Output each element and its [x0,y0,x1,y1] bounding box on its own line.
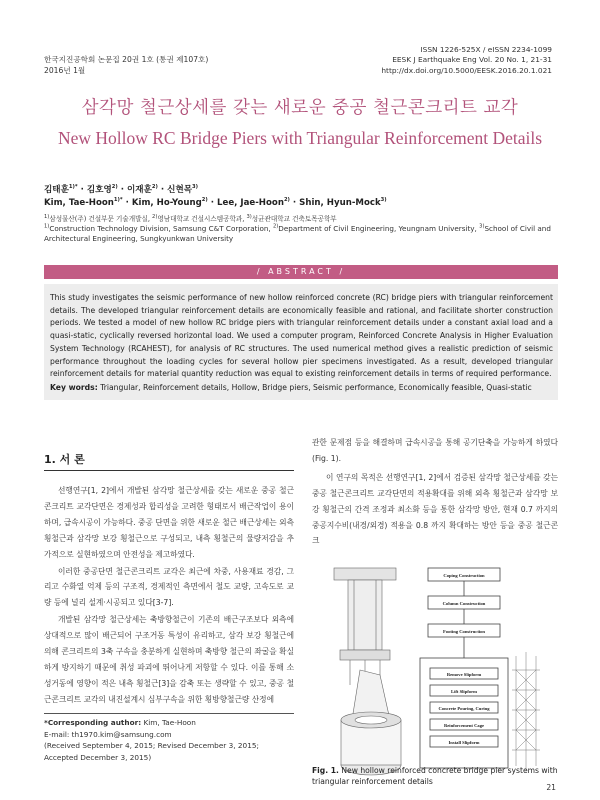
aff-sup: 3) [246,213,252,220]
affiliations-en [44,224,559,244]
corresponding-author [44,717,294,729]
section-rule [44,470,294,471]
section-heading: 1. 서 론 [44,453,85,466]
figure-caption-label: Fig. 1. [312,766,339,775]
authors-en [44,198,387,208]
aff-sup: 2) [152,213,158,220]
paragraph: 이 연구의 목적은 선행연구[1, 2]에서 검증된 삼각망 철근상세를 갖는 중공 철근콘크리트 교각단면의 적용확대를 위해 외측 횡철근과 삼각망 보강 횡철근의 간격 조정과 최소화 등을 통한 삼각망 방안, 현재 0.7 까지의 중공지수비(내경/외경) 적용을 0.8 까지 확대하는 방안 등을 중공 철근콘크 [312,472,558,546]
author-sup: 1)* [68,184,78,191]
author-separator: · [289,198,300,208]
flow-step-label: Coping Construction [443,573,485,578]
pier-drawing [334,568,401,775]
author-separator: · [122,198,132,208]
author-sup: 3) [380,197,387,204]
affiliations-ko [44,213,337,223]
author-name: Kim, Tae-Hoon [44,198,114,208]
issue-date: 2016년 1월 [44,66,86,75]
affiliation: 삼성물산(주) 건설부문 기술개발실, [49,215,153,223]
journal-header-right [381,45,552,76]
author-sup: 2) [111,184,118,191]
author-separator: · [207,198,218,208]
keywords-label: Key words: [50,383,98,392]
page-number: 21 [546,783,556,792]
author-sup: 2) [283,197,290,204]
detail-step-label: Lift Slipform [451,689,477,694]
author-separator: · [157,185,168,195]
aff-sup: 1) [44,213,50,220]
author-name: Lee, Jae-Hoon [217,198,284,208]
affiliation: Department of Civil Engineering, Yeungnam University, [278,224,480,233]
received-dates: (Received September 4, 2015; Revised December 3, 2015; Accepted December 3, 2015) [44,741,259,762]
corresponding-name: Kim, Tae-Hoon [141,718,196,727]
email[interactable]: E-mail: th1970.kim@samsung.com [44,729,172,739]
corresponding-label: *Corresponding author: [44,718,142,727]
detail-step-label: Remove Slipform [446,672,482,677]
figure-caption-text: New hollow reinforced concrete bridge pier systems with triangular reinforcement details [312,766,558,786]
journal-name-en: EESK J Earthquake Eng Vol. 20 No. 1, 21-31 [392,55,552,65]
journal-header-left [44,54,208,76]
doi-link[interactable]: http://dx.doi.org/10.5000/EESK.2016.20.1.021 [381,65,552,75]
journal-name-ko: 한국지진공학회 논문집 20권 1호 (통권 제107호) [44,55,209,64]
affiliation: School of Civil and Architectural Engineering, Sungkyunkwan University [44,224,551,243]
detail-step-label: Reinforcement Cage [443,723,485,728]
footnote-rule [44,713,294,714]
right-column [312,435,558,549]
affiliation: 성균관대학교 건축토목공학부 [251,215,337,223]
author-sup: 2) [201,197,208,204]
author-name: 이재훈 [127,185,152,195]
abstract-text: This study investigates the seismic performance of new hollow reinforced concrete (RC) bridge piers with triangular reinforcement details. The developed triangular reinforcement details are economically feasible and rational, and facilitate shorter construction periods. We tested a model of new hollow RC bridge piers with triangular reinforcement details under a constant axial load and a quasi-static, cyclically reversed horizontal load. We used a computer program, Reinforced Concrete Analysis in Higher Evaluation System Technology (RCAHEST), for analysis of RC structures. The used numerical method gives a realistic prediction of seismic performance throughout the loading cycles for several hollow pier specimens investigated. As a result, developed triangular reinforcement details for material quantity reduction was equal to existing reinforcement details in terms of required performance. [50,293,553,379]
paragraph: 이러한 중공단면 철근콘크리트 교각은 최근에 차중, 사용재료 경감, 그리고 수화열 억제 등의 구조적, 경제적인 측면에서 철도 교량, 고속도로 교량 등에 널리 설계·시공되고 있다[3-7]. [44,566,294,608]
footnote [44,717,294,763]
flow-step-label: Column Construction [442,601,486,606]
left-column [44,483,294,709]
detail-step-label: Concrete Pouring, Curing [438,706,490,711]
paragraph: 개발된 삼각망 철근상세는 축방향철근이 기존의 배근구조보다 외측에 상대적으로 많이 배근되어 구조거동 특성이 유리하고, 삼각 보강 횡철근에 의해 콘크리트의 3축 구속을 충분하게 실현하며 축방향 철근의 좌굴을 확실하게 방지하기 때문에 취성 파괴에 뛰어나게 저항할 수 있다. 이를 통해 소성거동에 영향이 적은 내측 횡철근[3]을 감축 또는 생략할 수 있고, 중공 철근콘크리트 교각의 내진설계시 심부구속을 위한 횡방향철근량 산정에 [44,615,294,704]
paragraph: 선행연구[1, 2]에서 개발된 삼각망 철근상세를 갖는 새로운 중공 철근콘크리트 교각단면은 경제성과 합리성을 고려한 형태로서 배근작업이 용이하며, 급속시공이 가능하다. 중공 단면을 위한 새로운 철근 배근상세는 외측 횡철근과 삼각망 보강 횡철근으로 구성되고, 내측 횡철근의 물량저감을 추가적으로 실현하였으며 안전성을 제고하였다. [44,486,294,559]
author-sup: 3) [192,184,199,191]
author-name: Shin, Hyun-Mock [299,198,381,208]
flow-step-label: Footing Construction [443,629,485,634]
paper-title-ko: 삼각망 철근상세를 갖는 새로운 중공 철근콘크리트 교각 [81,98,519,118]
author-separator: · [77,185,87,195]
keywords [50,383,553,392]
paper-title-en: New Hollow RC Bridge Piers with Triangular Reinforcement Details [57,128,543,148]
aff-sup: 1) [44,223,50,230]
authors-ko [44,183,198,195]
author-name: Kim, Ho-Young [131,198,202,208]
author-name: 신현목 [167,185,193,195]
keywords-list: Triangular, Reinforcement details, Hollow, Bridge piers, Seismic performance, Economically feasible, Quasi-static [97,383,532,392]
paragraph-continuation: 관한 문제점 등을 해결하며 급속시공을 통해 공기단축을 가능하게 하였다(Fig. 1). [312,438,558,463]
author-separator: · [117,185,127,195]
author-name: 김호영 [86,185,112,195]
abstract-heading: / ABSTRACT / [44,265,558,279]
reinforcement-cage [512,652,540,770]
issn: ISSN 1226-525X / eISSN 2234-1099 [420,45,552,54]
aff-sup: 2) [272,223,279,230]
flow-chart [420,568,508,768]
aff-sup: 3) [479,223,485,230]
affiliation: Construction Technology Division, Samsung C&T Corporation, [49,224,273,233]
affiliation: 영남대학교 건설시스템공학과, [157,215,247,223]
author-name: 김태훈 [44,185,69,195]
detail-step-label: Install Slipform [448,740,480,745]
figure-1-diagram [330,560,548,800]
author-sup: 2) [151,184,158,191]
figure-1-caption [312,766,560,787]
author-sup: 1)* [113,197,123,204]
